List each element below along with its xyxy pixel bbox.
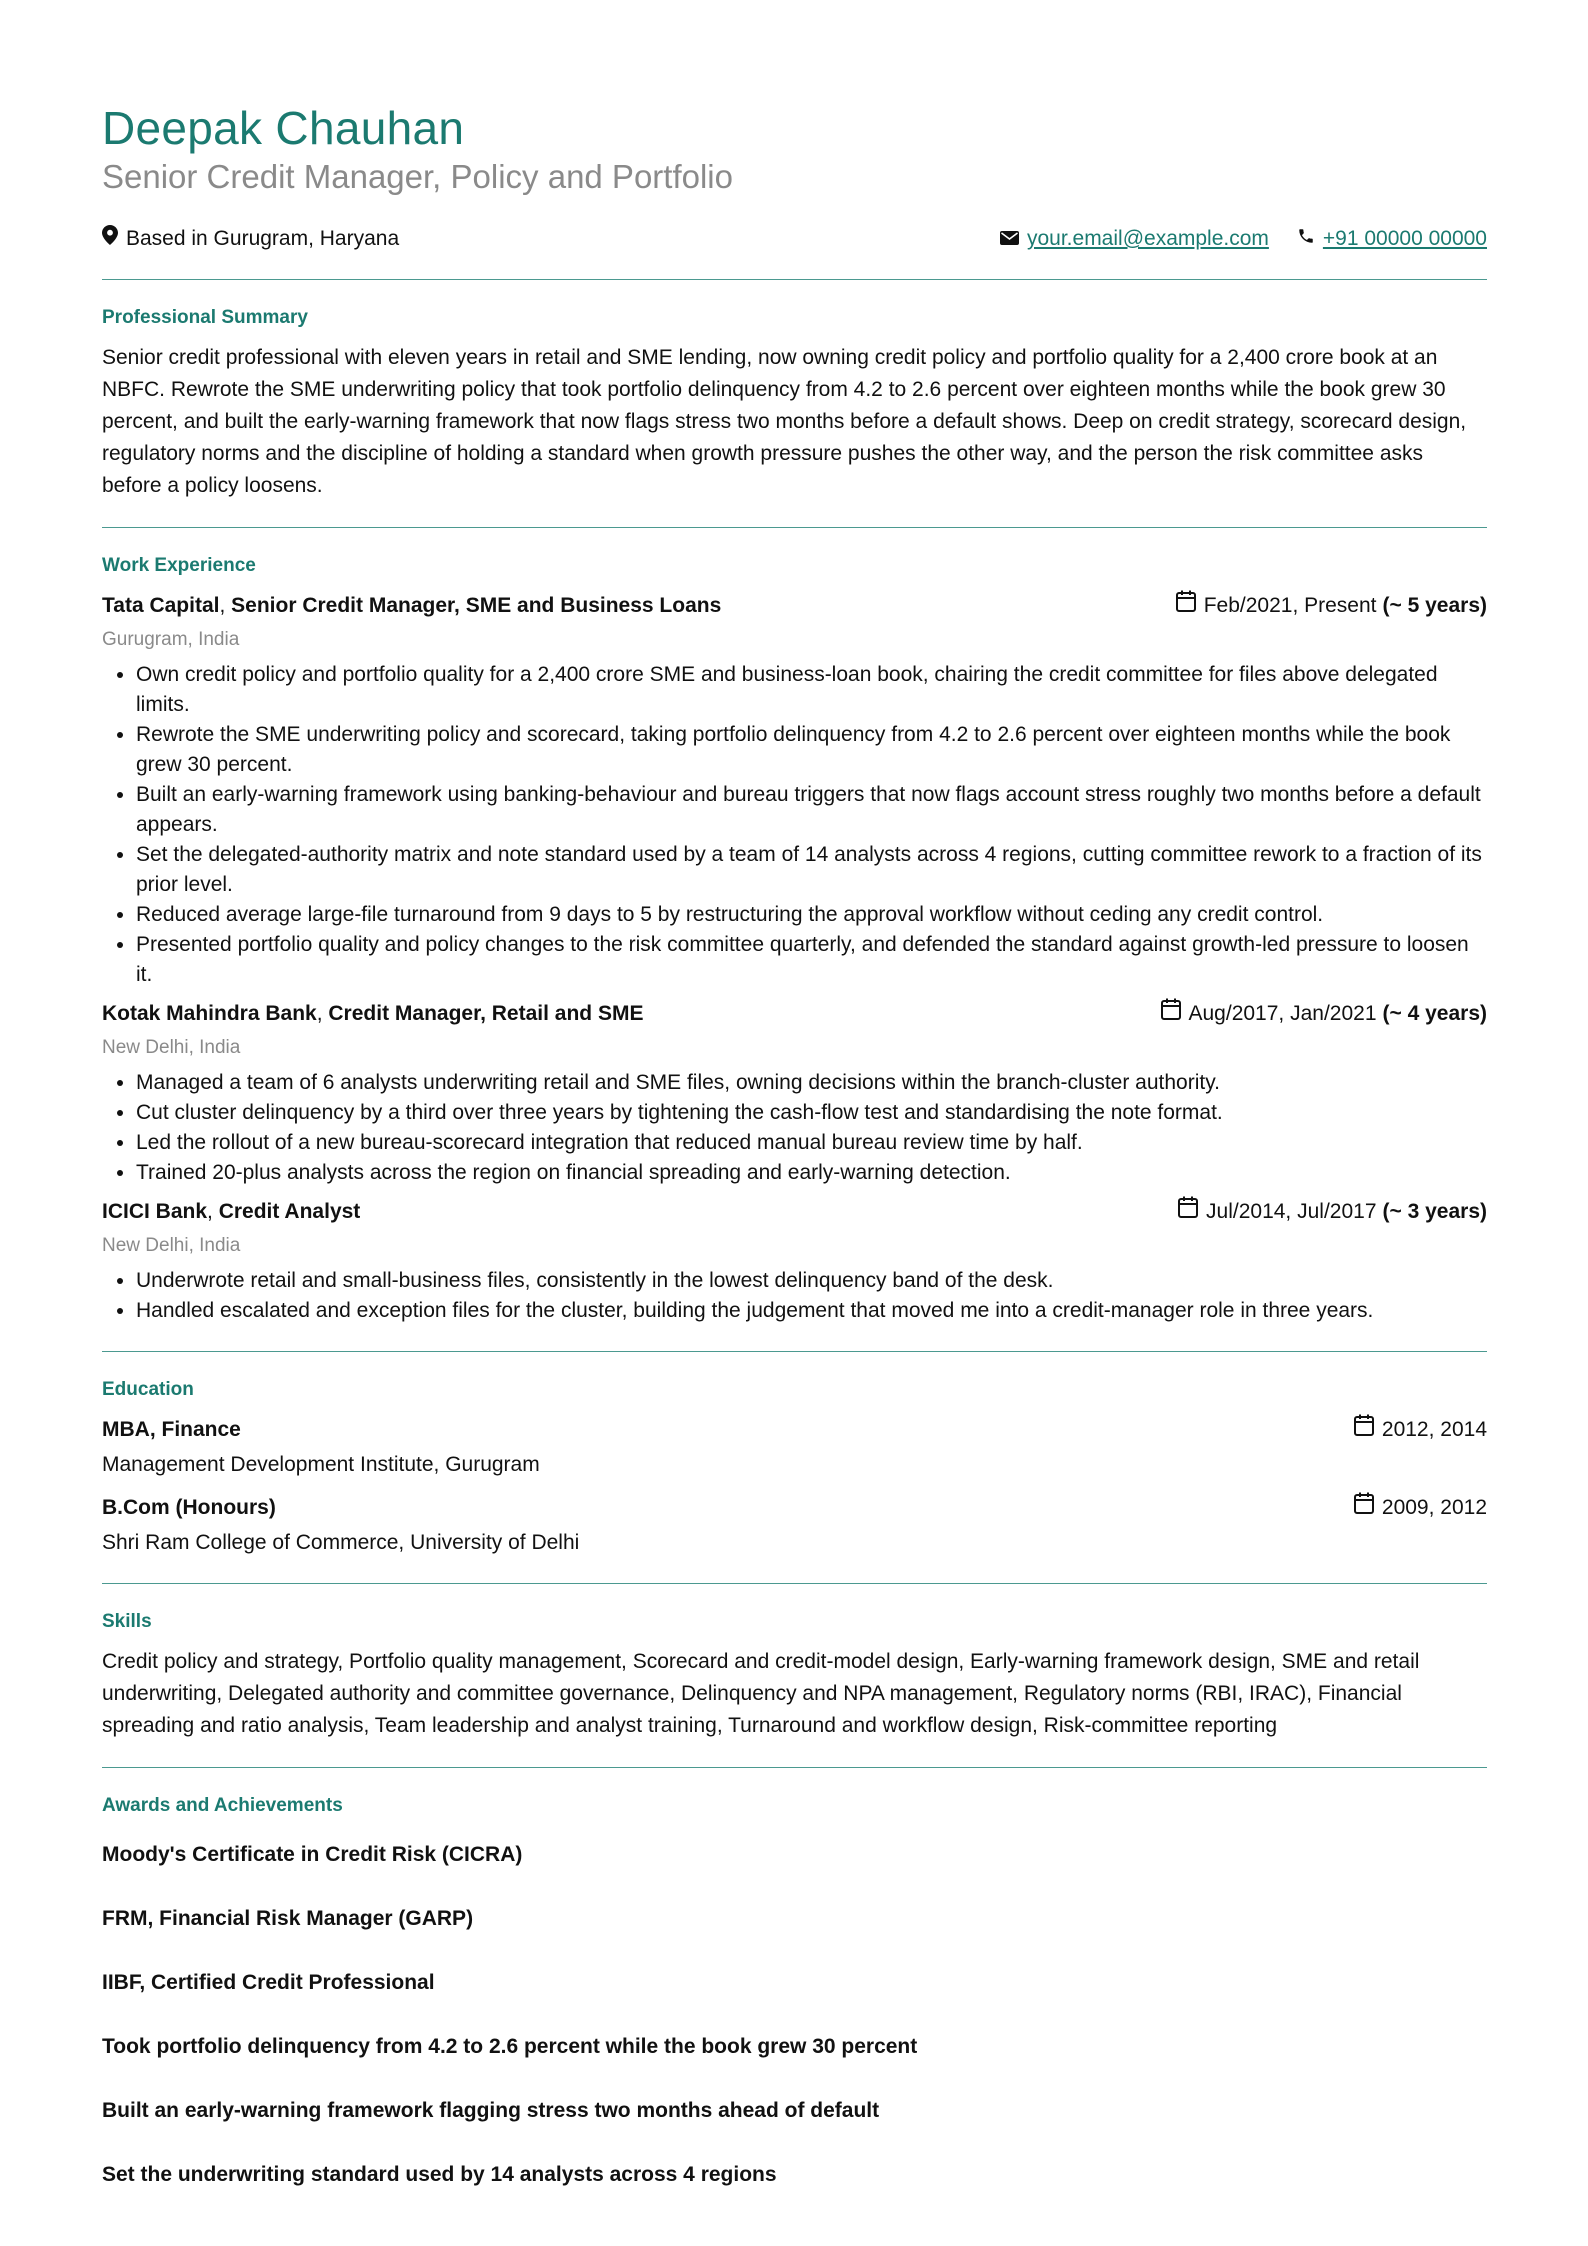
section-heading: Education [102,1379,194,1400]
job-date-range: Aug/2017, Jan/2021 [1188,1002,1377,1025]
skills-text: Credit policy and strategy, Portfolio quality management, Scorecard and credit-model design, Early-warning framework design, SME and retail underwriting, Delegated authority and committee governance, Delinquency and NPA management, Regulatory norms (RBI, IRAC), Financial spreading and ratio analysis, Team leadership and analyst training, Turnaround and workflow design, Risk-committee reporting [102,1650,1420,1737]
phone-block [1297,224,1487,254]
job-company: Kotak Mahindra Bank [102,1002,317,1025]
phone-link[interactable]: +91 00000 00000 [1322,227,1487,250]
job-bullets [102,660,1487,990]
education-entry [102,1414,1487,1480]
list-item: • Led the rollout of a new bureau-scorecard integration that reduced manual bureau review time by half. [136,1128,1487,1158]
mail-icon [1000,224,1019,254]
job-bullets [102,1068,1487,1188]
location-block [102,224,399,254]
phone-icon [1297,224,1315,254]
education-header [102,1492,1487,1524]
job-location: New Delhi, India [102,1235,241,1256]
education-institution: Management Development Institute, Gurugram [102,1453,540,1476]
education-degree: B.Com (Honours) [102,1496,276,1519]
education-entry [102,1492,1487,1558]
job-entry [102,1196,1487,1326]
calendar-icon [1176,590,1196,622]
list-item: • Trained 20-plus analysts across the region on financial spreading and early-warning detection. [136,1158,1487,1188]
section-heading: Professional Summary [102,307,308,328]
education-date-range: 2009, 2012 [1381,1496,1487,1519]
section-heading: Work Experience [102,555,256,576]
contact-bar [102,224,1487,254]
job-company: Tata Capital [102,594,220,617]
awards-list [102,1840,1487,2190]
divider [102,1767,1487,1768]
resume-page [102,100,1487,2224]
list-item: • Own credit policy and portfolio quality for a 2,400 crore SME and business-loan book, chairing the credit committee for files above delegated limits. [136,660,1487,720]
contact-links [972,224,1487,254]
job-header: Kotak Mahindra Bank, Credit Manager, Retail and SME Aug/2017, Jan/2021 (~ 4 years) [102,998,1487,1030]
job-date-range: Jul/2014, Jul/2017 [1206,1200,1377,1223]
list-item: • Presented portfolio quality and policy changes to the risk committee quarterly, and defended the standard against growth-led pressure to loosen it. [136,930,1487,990]
calendar-icon [1354,1492,1374,1524]
awards-section [102,1794,1487,2190]
list-item: • Reduced average large-file turnaround from 9 days to 5 by restructuring the approval workflow without ceding any credit control. [136,900,1487,930]
candidate-title: Senior Credit Manager, Policy and Portfolio [102,158,733,195]
award-item: Built an early-warning framework flagging stress two months ahead of default [102,2099,880,2122]
award-item: Took portfolio delinquency from 4.2 to 2.6 percent while the book grew 30 percent [102,2035,918,2058]
list-item: • Cut cluster delinquency by a third over three years by tightening the cash-flow test and standardising the note format. [136,1098,1487,1128]
job-entry [102,998,1487,1188]
job-dates [1176,590,1487,622]
calendar-icon [1161,998,1181,1030]
experience-section [102,554,1487,1326]
job-entry [102,590,1487,990]
calendar-icon [1354,1414,1374,1446]
job-dates [1161,998,1488,1030]
skills-section [102,1610,1487,1742]
education-header [102,1414,1487,1446]
job-role: Senior Credit Manager, SME and Business Loans [231,594,722,617]
education-institution: Shri Ram College of Commerce, University of Delhi [102,1531,580,1554]
job-duration: (~ 3 years) [1382,1200,1487,1223]
job-header: Tata Capital, Senior Credit Manager, SME and Business Loans Feb/2021, Present (~ 5 years) [102,590,1487,622]
email-block [1000,224,1269,254]
list-item: • Managed a team of 6 analysts underwriting retail and SME files, owning decisions within the branch-cluster authority. [136,1068,1487,1098]
list-item: • Rewrote the SME underwriting policy and scorecard, taking portfolio delinquency from 4.2 to 2.6 percent over eighteen months while the book grew 30 percent. [136,720,1487,780]
job-date-range: Feb/2021, Present [1203,594,1377,617]
summary-section [102,306,1487,502]
award-item: FRM, Financial Risk Manager (GARP) [102,1907,474,1930]
award-item: IIBF, Certified Credit Professional [102,1971,435,1994]
job-bullets [102,1266,1487,1326]
email-link[interactable]: your.email@example.com [1026,227,1269,250]
job-role: Credit Analyst [218,1200,361,1223]
section-heading: Awards and Achievements [102,1795,343,1816]
list-item: • Underwrote retail and small-business files, consistently in the lowest delinquency band of the desk. [136,1266,1487,1296]
divider [102,1351,1487,1352]
candidate-name: Deepak Chauhan [102,102,465,154]
award-item: Set the underwriting standard used by 14 analysts across 4 regions [102,2163,777,2186]
section-heading: Skills [102,1611,152,1632]
education-dates [1354,1492,1487,1524]
job-role: Credit Manager, Retail and SME [328,1002,644,1025]
job-location: New Delhi, India [102,1037,241,1058]
award-item: Moody's Certificate in Credit Risk (CICRA) [102,1843,523,1866]
divider [102,279,1487,280]
job-dates [1178,1196,1487,1228]
job-location: Gurugram, India [102,629,240,650]
summary-text: Senior credit professional with eleven years in retail and SME lending, now owning credit policy and portfolio quality for a 2,400 crore book at an NBFC. Rewrote the SME underwriting policy that took portfolio delinquency from 4.2 to 2.6 percent over eighteen months while the book grew 30 percent, and built the early-warning framework that now flags stress two months before a default shows. Deep on credit strategy, scorecard design, regulatory norms and the discipline of holding a standard when growth pressure pushes the other way, and the person the risk committee asks before a policy loosens. [102,346,1467,497]
job-duration: (~ 5 years) [1382,594,1487,617]
list-item: • Set the delegated-authority matrix and note standard used by a team of 14 analysts across 4 regions, cutting committee rework to a fraction of its prior level. [136,840,1487,900]
education-section [102,1378,1487,1558]
education-date-range: 2012, 2014 [1381,1418,1487,1441]
location-text: Based in Gurugram, Haryana [126,227,400,250]
divider [102,1583,1487,1584]
job-header: ICICI Bank, Credit Analyst Jul/2014, Jul/2017 (~ 3 years) [102,1196,1487,1228]
divider [102,527,1487,528]
education-dates [1354,1414,1487,1446]
job-company: ICICI Bank [102,1200,208,1223]
list-item: • Built an early-warning framework using banking-behaviour and bureau triggers that now flags account stress roughly two months before a default appears. [136,780,1487,840]
education-degree: MBA, Finance [102,1418,241,1441]
calendar-icon [1178,1196,1198,1228]
map-pin-icon [102,224,118,254]
job-duration: (~ 4 years) [1382,1002,1487,1025]
list-item: • Handled escalated and exception files for the cluster, building the judgement that moved me into a credit-manager role in three years. [136,1296,1487,1326]
